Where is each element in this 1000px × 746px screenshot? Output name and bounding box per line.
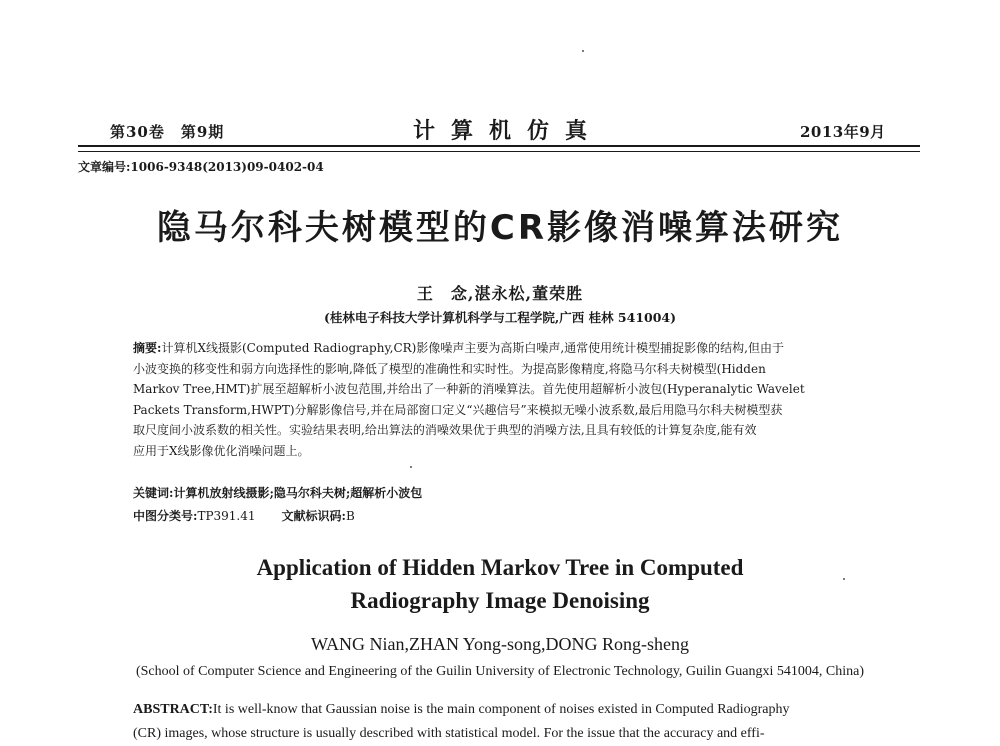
running-header-journal-name: 计算机仿真 [412,118,603,144]
keywords-chinese [133,484,422,501]
abstract-chinese-line: Markov Tree,HMT)扩展至超解析小波包范围,并给出了一种新的消噪算法。首先使用超解析小波包(Hyperanalytic Wavelet [133,382,805,396]
affiliation-english: (School of Computer Science and Engineering of the Guilin University of Electronic Technology, Guilin Guangxi 541004, China) [135,664,865,679]
abstract-english [133,698,871,746]
header-rule-thick [78,145,920,147]
affiliation-chinese: (桂林电子科技大学计算机科学与工程学院,广西 桂林 541004) [323,310,677,325]
clc-label: 中图分类号: [133,509,198,523]
scan-speck [410,466,412,468]
header-rule-thin [78,151,920,152]
doc-code-label: 文献标识码: [281,509,346,523]
abstract-english-line: ABSTRACT:It is well-know that Gaussian noise is the main component of noises existed in Computed Radiography [133,702,790,717]
authors-chinese: 王 念,湛永松,董荣胜 [416,284,584,303]
abstract-chinese-line: Packets Transform,HWPT)分解影像信号,并在局部窗口定义“兴趣信号”来模拟无噪小波系数,最后用隐马尔科夫树模型获 [133,402,783,417]
abstract-chinese-line: 摘要:计算机X线摄影(Computed Radiography,CR)影像噪声主要为高斯白噪声,通常使用统计模型捕捉影像的结构,但由于 [133,341,784,355]
abstract-chinese-label: 摘要: [133,341,162,355]
clc-value: TP391.41 [197,509,256,523]
running-header-date: 2013年9月 [800,123,886,141]
keywords-label: 关键词: [133,486,174,500]
paper-title-english-line2: Radiography Image Denoising [350,588,650,613]
paper-title-english-line1: Application of Hidden Markov Tree in Computed [256,555,744,580]
abstract-chinese-line: 取尺度间小波系数的相关性。实验结果表明,给出算法的消噪效果优于典型的消噪方法,且具有较低的计算复杂度,能有效 [133,423,757,437]
scan-speck [582,50,584,52]
paper-title-english [0,551,1000,617]
doc-code-value: B [345,509,355,523]
article-number: 文章编号:1006-9348(2013)09-0402-04 [78,160,324,174]
paper-title-chinese: 隐马尔科夫树模型的CR影像消噪算法研究 [156,208,844,248]
abstract-english-line: (CR) images, whose structure is usually described with statistical model. For the issue that the accuracy and effi- [133,726,765,741]
running-header-volume-issue: 第30卷 第9期 [110,123,225,141]
scan-speck [843,578,845,580]
abstract-english-label: ABSTRACT: [133,702,213,717]
abstract-chinese-line: 应用于X线影像优化消噪问题上。 [133,443,310,458]
abstract-chinese-line: 小波变换的移变性和弱方向选择性的影响,降低了模型的准确性和实时性。为提高影像精度,将隐马尔科夫树模型(Hidden [133,361,766,376]
keywords-text: 计算机放射线摄影;隐马尔科夫树;超解析小波包 [173,486,423,500]
abstract-chinese [133,338,871,461]
authors-english: WANG Nian,ZHAN Yong-song,DONG Rong-sheng [311,634,689,654]
classification-line [133,507,355,524]
